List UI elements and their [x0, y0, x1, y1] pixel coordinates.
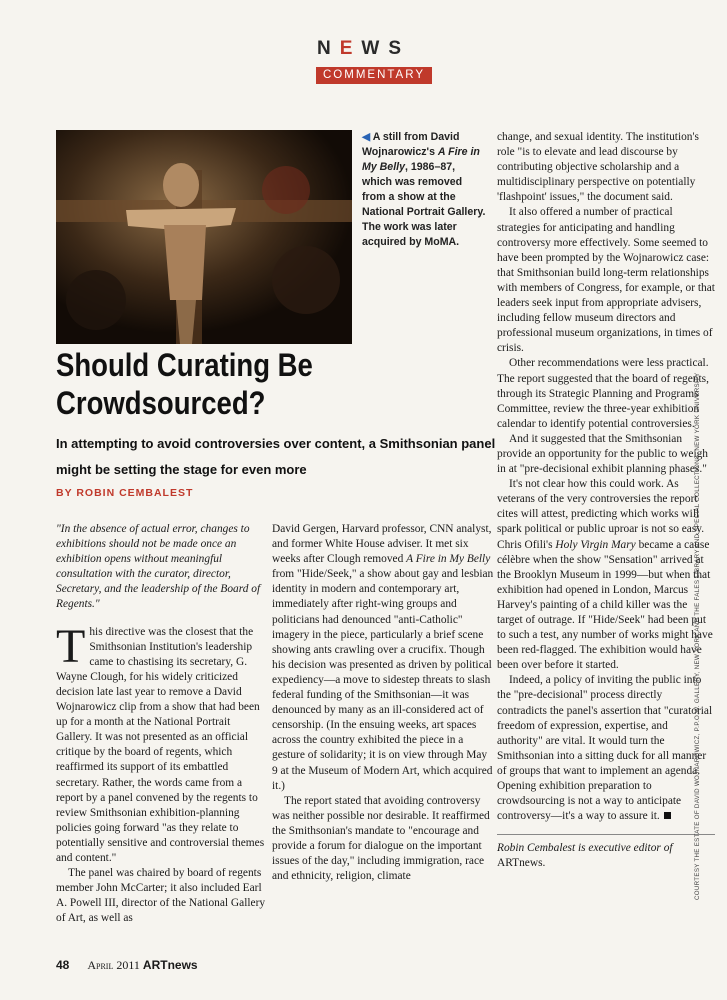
paragraph: The panel was chaired by board of regents member John McCarter; it also included Earl A. Powell III, director of the National Gallery of Art, as well as	[56, 867, 266, 925]
byline: BY ROBIN CEMBALEST	[56, 487, 194, 499]
column-1	[56, 522, 266, 926]
headline: Should Curating Be Crowdsourced?	[56, 347, 313, 421]
photo-credit-wrap	[694, 372, 708, 900]
page-number: 48	[56, 958, 70, 972]
crucifix-still-image	[56, 130, 352, 344]
photo-caption: ◀ A still from David Wojnarowicz's A Fire in My Belly, 1986–87, which was removed from a show at the National Portrait Gallery. The work was later acquired by MoMA.	[362, 131, 486, 248]
paragraph: It's not clear how this could work. As veterans of the very controversies the report cites will attest, predicting which works will spark political or public uproar is not so easy. Chris Ofili's Holy Virgin Mary became a cause célèbre when the show "Sensation" arrived at the Brooklyn Museum in 1999—but when that exhibition had opened in London, Marcus Harvey's painting of a child killer was the target of outrage. If "Hide/Seek" had been put to such a test, any number of works might have been red-flagged. The exhibition would have been over before it started.	[497, 478, 713, 672]
drop-cap: T	[56, 619, 86, 673]
article-photo	[56, 130, 352, 344]
end-mark-icon	[664, 812, 671, 819]
magazine-name: ARTnews	[142, 958, 198, 972]
folio	[56, 958, 198, 973]
author-bio: Robin Cembalest is executive editor of ARTnews.	[497, 834, 715, 871]
paragraph: David Gergen, Harvard professor, CNN analyst, and former White House adviser. It met six weeks after Clough removed A Fire in My Belly from "Hide/Seek," a show about gay and lesbian identity in modern and contemporary art, immediately after right-wing groups and politicians had denounced "anti-Catholic" imagery in the piece, particularly a brief scene showing ants crawling over a crucifix. Though his decision was presented as driven by political expediency—a move to sidestep threats to slash federal funding of the Smithsonian—it was denounced by many as an ill-considered act of censorship. (In the ensuing weeks, art spaces across the country exhibited the piece in a gesture of solidarity; it is on view through May 9 at the Museum of Modern Art, which acquired it.)	[272, 523, 494, 792]
photo-credit: COURTESY THE ESTATE OF DAVID WOJNAROWICZ, P.P.O.W. GALLERY, NEW YORK AND THE FALES LIBRARY AND SPECIAL COLLECTIONS, NEW YORK UNIVERSITY	[694, 372, 701, 900]
column-3	[497, 130, 715, 872]
paragraph: It also offered a number of practical strategies for anticipating and handling controversy more effectively. Some seemed to have been prompted by the Wojnarowicz case: that Smithsonian build long-term relationships with members of Congress, for example, or that leaders seek input from appropriate advisers, including fellow museum directors and professional museum organizations, in times of crisis.	[497, 206, 715, 355]
paragraph: change, and sexual identity. The institution's role "is to elevate and lead discourse by contributing objective scholarship and a multidisciplinary perspective on potentially 'flashpoint' issues," the document said.	[497, 131, 699, 204]
paragraph: And it suggested that the Smithsonian provide an opportunity for the public to weigh in at "pre-decisional exhibit planning phases."	[497, 432, 708, 476]
paragraph: The report stated that avoiding controversy was neither possible nor desirable. It reaffirmed the Smithsonian's mandate to "encourage and provide a forum for dialogue on the important issues of the day," including immigration, race and ethnicity, religion, climate	[272, 794, 490, 883]
paragraph: This directive was the closest that the Smithsonian Institution's leadership came to chastising its secretary, G. Wayne Clough, for his widely criticized decision late last year to remove a David Wojnarowicz clip from a show that had been up for a month at the National Portrait Gallery. It was not presented as an official critique by the board of regents, which reaffirmed its support of its embattled secretary. Rather, the words came from a report by a panel convened by the regents to review Smithsonian exhibition-planning policies going forward "as they relate to potentially sensitive and controversial themes and content."	[56, 619, 265, 864]
issue-date: April 2011	[87, 958, 140, 972]
paragraph: Indeed, a policy of inviting the public into the "pre-decisional" process directly contradicts the panel's assertion that "curatorial freedom of expression, expertise, and authority" are vital. It would turn the Smithsonian into a sitting duck for all manner of groups that want to implement an agenda. Opening exhibition preparation to crowdsourcing is not a way to anticipate controversy—it's a way to assure it.	[497, 674, 713, 823]
pull-quote: "In the absence of actual error, changes to exhibitions should not be made once an exhibition opens without meaningful consultation with the curator, director, Secretary, and the leadership of the Board of Regents."	[56, 523, 261, 611]
paragraph: Other recommendations were less practical. The report suggested that the board of regents, through its Strategic Planning and Programs Committee, review the three-year exhibition calendar to identify potential controversies.	[497, 357, 709, 430]
arrow-left-icon: ◀	[362, 131, 371, 143]
deck: In attempting to avoid controversies over content, a Smithsonian panel might be setting the stage for even more	[56, 436, 496, 477]
section-label: NEWS	[316, 38, 411, 59]
column-2	[272, 522, 494, 884]
subsection-banner: COMMENTARY	[316, 67, 432, 84]
